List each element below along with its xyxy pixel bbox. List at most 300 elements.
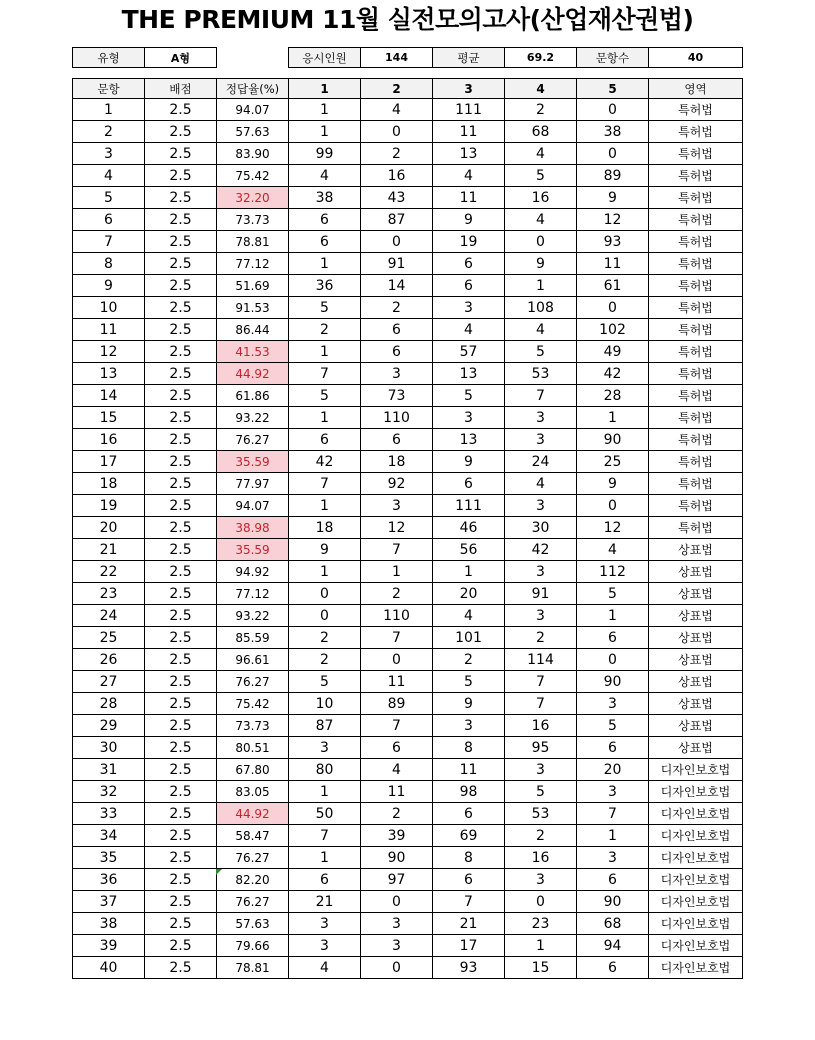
option-1-count-cell[interactable]: 1 [289,407,361,429]
area-cell[interactable]: 디자인보호법 [649,869,743,891]
option-5-count-cell[interactable]: 28 [577,385,649,407]
option-2-count-cell[interactable]: 11 [361,781,433,803]
score-cell[interactable]: 2.5 [145,869,217,891]
option-4-count-cell[interactable]: 3 [505,759,577,781]
area-cell[interactable]: 디자인보호법 [649,759,743,781]
option-2-count-cell[interactable]: 73 [361,385,433,407]
option-1-count-cell[interactable]: 1 [289,847,361,869]
option-4-count-cell[interactable]: 16 [505,847,577,869]
option-5-count-cell[interactable]: 5 [577,583,649,605]
option-4-count-cell[interactable]: 4 [505,319,577,341]
area-cell[interactable]: 특허법 [649,165,743,187]
area-cell[interactable]: 특허법 [649,319,743,341]
correct-rate-cell[interactable]: 77.12 [217,583,289,605]
area-cell[interactable]: 디자인보호법 [649,935,743,957]
option-4-count-cell[interactable]: 15 [505,957,577,979]
option-2-count-cell[interactable]: 0 [361,231,433,253]
question-number-cell[interactable]: 16 [73,429,145,451]
area-cell[interactable]: 디자인보호법 [649,891,743,913]
score-cell[interactable]: 2.5 [145,429,217,451]
correct-rate-cell[interactable]: 79.66 [217,935,289,957]
option-2-count-cell[interactable]: 0 [361,891,433,913]
header-area[interactable]: 영역 [649,79,743,99]
option-2-count-cell[interactable]: 89 [361,693,433,715]
area-cell[interactable]: 상표법 [649,539,743,561]
option-5-count-cell[interactable]: 3 [577,781,649,803]
area-cell[interactable]: 상표법 [649,649,743,671]
option-1-count-cell[interactable]: 2 [289,319,361,341]
option-2-count-cell[interactable]: 90 [361,847,433,869]
option-5-count-cell[interactable]: 7 [577,803,649,825]
option-5-count-cell[interactable]: 12 [577,209,649,231]
option-2-count-cell[interactable]: 11 [361,671,433,693]
option-2-count-cell[interactable]: 6 [361,319,433,341]
question-number-cell[interactable]: 30 [73,737,145,759]
option-3-count-cell[interactable]: 93 [433,957,505,979]
option-1-count-cell[interactable]: 1 [289,781,361,803]
correct-rate-cell[interactable]: 93.22 [217,407,289,429]
option-5-count-cell[interactable]: 1 [577,605,649,627]
option-3-count-cell[interactable]: 6 [433,803,505,825]
option-3-count-cell[interactable]: 6 [433,253,505,275]
correct-rate-cell[interactable]: 82.20 [217,869,289,891]
question-number-cell[interactable]: 8 [73,253,145,275]
question-number-cell[interactable]: 4 [73,165,145,187]
correct-rate-cell[interactable]: 76.27 [217,671,289,693]
option-1-count-cell[interactable]: 80 [289,759,361,781]
option-2-count-cell[interactable]: 110 [361,605,433,627]
score-cell[interactable]: 2.5 [145,649,217,671]
score-cell[interactable]: 2.5 [145,825,217,847]
option-3-count-cell[interactable]: 56 [433,539,505,561]
option-3-count-cell[interactable]: 3 [433,715,505,737]
option-1-count-cell[interactable]: 50 [289,803,361,825]
correct-rate-cell[interactable]: 75.42 [217,693,289,715]
area-cell[interactable]: 특허법 [649,253,743,275]
option-5-count-cell[interactable]: 6 [577,957,649,979]
option-2-count-cell[interactable]: 1 [361,561,433,583]
question-number-cell[interactable]: 12 [73,341,145,363]
question-number-cell[interactable]: 34 [73,825,145,847]
option-1-count-cell[interactable]: 18 [289,517,361,539]
option-3-count-cell[interactable]: 98 [433,781,505,803]
score-cell[interactable]: 2.5 [145,165,217,187]
option-4-count-cell[interactable]: 7 [505,671,577,693]
option-4-count-cell[interactable]: 3 [505,407,577,429]
header-option-2[interactable]: 2 [361,79,433,99]
score-cell[interactable]: 2.5 [145,363,217,385]
score-cell[interactable]: 2.5 [145,627,217,649]
option-5-count-cell[interactable]: 112 [577,561,649,583]
option-2-count-cell[interactable]: 7 [361,539,433,561]
area-cell[interactable]: 특허법 [649,517,743,539]
option-2-count-cell[interactable]: 2 [361,583,433,605]
option-3-count-cell[interactable]: 6 [433,473,505,495]
option-3-count-cell[interactable]: 1 [433,561,505,583]
option-4-count-cell[interactable]: 3 [505,495,577,517]
question-number-cell[interactable]: 6 [73,209,145,231]
option-5-count-cell[interactable]: 90 [577,429,649,451]
average-value[interactable]: 69.2 [505,48,577,68]
option-5-count-cell[interactable]: 3 [577,847,649,869]
correct-rate-cell[interactable]: 77.97 [217,473,289,495]
header-correct-rate[interactable]: 정답율(%) [217,79,289,99]
score-cell[interactable]: 2.5 [145,583,217,605]
question-number-cell[interactable]: 37 [73,891,145,913]
correct-rate-cell[interactable]: 76.27 [217,891,289,913]
area-cell[interactable]: 특허법 [649,407,743,429]
question-number-cell[interactable]: 22 [73,561,145,583]
option-4-count-cell[interactable]: 5 [505,781,577,803]
option-1-count-cell[interactable]: 1 [289,495,361,517]
correct-rate-cell[interactable]: 76.27 [217,429,289,451]
score-cell[interactable]: 2.5 [145,187,217,209]
score-cell[interactable]: 2.5 [145,209,217,231]
option-5-count-cell[interactable]: 3 [577,693,649,715]
option-2-count-cell[interactable]: 18 [361,451,433,473]
score-cell[interactable]: 2.5 [145,275,217,297]
option-4-count-cell[interactable]: 7 [505,693,577,715]
examinees-label[interactable]: 응시인원 [289,48,361,68]
option-1-count-cell[interactable]: 0 [289,605,361,627]
option-2-count-cell[interactable]: 4 [361,759,433,781]
option-1-count-cell[interactable]: 21 [289,891,361,913]
option-1-count-cell[interactable]: 3 [289,935,361,957]
option-3-count-cell[interactable]: 101 [433,627,505,649]
option-3-count-cell[interactable]: 6 [433,275,505,297]
area-cell[interactable]: 특허법 [649,451,743,473]
correct-rate-cell[interactable]: 41.53 [217,341,289,363]
option-4-count-cell[interactable]: 114 [505,649,577,671]
option-1-count-cell[interactable]: 1 [289,99,361,121]
option-1-count-cell[interactable]: 9 [289,539,361,561]
option-3-count-cell[interactable]: 13 [433,363,505,385]
question-number-cell[interactable]: 15 [73,407,145,429]
option-3-count-cell[interactable]: 17 [433,935,505,957]
option-2-count-cell[interactable]: 2 [361,803,433,825]
correct-rate-cell[interactable]: 35.59 [217,539,289,561]
area-cell[interactable]: 디자인보호법 [649,847,743,869]
correct-rate-cell[interactable]: 75.42 [217,165,289,187]
header-option-5[interactable]: 5 [577,79,649,99]
option-5-count-cell[interactable]: 38 [577,121,649,143]
score-cell[interactable]: 2.5 [145,297,217,319]
type-label[interactable]: 유형 [73,48,145,68]
option-2-count-cell[interactable]: 0 [361,649,433,671]
question-number-cell[interactable]: 18 [73,473,145,495]
option-5-count-cell[interactable]: 102 [577,319,649,341]
option-5-count-cell[interactable]: 0 [577,143,649,165]
type-value[interactable]: A형 [145,48,217,68]
question-number-cell[interactable]: 35 [73,847,145,869]
question-number-cell[interactable]: 13 [73,363,145,385]
option-3-count-cell[interactable]: 46 [433,517,505,539]
option-3-count-cell[interactable]: 11 [433,187,505,209]
option-4-count-cell[interactable]: 2 [505,99,577,121]
option-5-count-cell[interactable]: 6 [577,737,649,759]
question-number-cell[interactable]: 23 [73,583,145,605]
option-3-count-cell[interactable]: 7 [433,891,505,913]
correct-rate-cell[interactable]: 86.44 [217,319,289,341]
option-1-count-cell[interactable]: 99 [289,143,361,165]
correct-rate-cell[interactable]: 76.27 [217,847,289,869]
option-1-count-cell[interactable]: 3 [289,913,361,935]
correct-rate-cell[interactable]: 85.59 [217,627,289,649]
option-5-count-cell[interactable]: 9 [577,473,649,495]
option-1-count-cell[interactable]: 1 [289,341,361,363]
option-2-count-cell[interactable]: 6 [361,737,433,759]
option-4-count-cell[interactable]: 3 [505,429,577,451]
option-1-count-cell[interactable]: 1 [289,253,361,275]
option-5-count-cell[interactable]: 94 [577,935,649,957]
question-number-cell[interactable]: 32 [73,781,145,803]
option-4-count-cell[interactable]: 68 [505,121,577,143]
question-number-cell[interactable]: 31 [73,759,145,781]
question-number-cell[interactable]: 20 [73,517,145,539]
area-cell[interactable]: 상표법 [649,605,743,627]
score-cell[interactable]: 2.5 [145,737,217,759]
option-5-count-cell[interactable]: 9 [577,187,649,209]
option-2-count-cell[interactable]: 2 [361,143,433,165]
option-2-count-cell[interactable]: 2 [361,297,433,319]
option-1-count-cell[interactable]: 1 [289,561,361,583]
option-2-count-cell[interactable]: 97 [361,869,433,891]
option-3-count-cell[interactable]: 8 [433,737,505,759]
score-cell[interactable]: 2.5 [145,693,217,715]
option-2-count-cell[interactable]: 6 [361,429,433,451]
score-cell[interactable]: 2.5 [145,451,217,473]
option-1-count-cell[interactable]: 4 [289,957,361,979]
option-5-count-cell[interactable]: 5 [577,715,649,737]
area-cell[interactable]: 상표법 [649,737,743,759]
correct-rate-cell[interactable]: 77.12 [217,253,289,275]
correct-rate-cell[interactable]: 73.73 [217,715,289,737]
question-number-cell[interactable]: 7 [73,231,145,253]
option-3-count-cell[interactable]: 5 [433,671,505,693]
option-2-count-cell[interactable]: 3 [361,495,433,517]
option-4-count-cell[interactable]: 30 [505,517,577,539]
correct-rate-cell[interactable]: 57.63 [217,121,289,143]
area-cell[interactable]: 특허법 [649,275,743,297]
question-number-cell[interactable]: 40 [73,957,145,979]
option-4-count-cell[interactable]: 95 [505,737,577,759]
option-4-count-cell[interactable]: 1 [505,935,577,957]
option-2-count-cell[interactable]: 6 [361,341,433,363]
area-cell[interactable]: 특허법 [649,429,743,451]
option-1-count-cell[interactable]: 38 [289,187,361,209]
option-2-count-cell[interactable]: 39 [361,825,433,847]
examinees-value[interactable]: 144 [361,48,433,68]
option-4-count-cell[interactable]: 1 [505,275,577,297]
option-3-count-cell[interactable]: 11 [433,759,505,781]
header-option-1[interactable]: 1 [289,79,361,99]
option-5-count-cell[interactable]: 1 [577,407,649,429]
option-3-count-cell[interactable]: 11 [433,121,505,143]
option-2-count-cell[interactable]: 91 [361,253,433,275]
question-number-cell[interactable]: 36 [73,869,145,891]
option-3-count-cell[interactable]: 13 [433,143,505,165]
correct-rate-cell[interactable]: 94.07 [217,99,289,121]
score-cell[interactable]: 2.5 [145,517,217,539]
correct-rate-cell[interactable]: 44.92 [217,363,289,385]
option-3-count-cell[interactable]: 3 [433,407,505,429]
option-4-count-cell[interactable]: 53 [505,803,577,825]
correct-rate-cell[interactable]: 83.05 [217,781,289,803]
area-cell[interactable]: 상표법 [649,627,743,649]
question-number-cell[interactable]: 25 [73,627,145,649]
area-cell[interactable]: 특허법 [649,187,743,209]
option-1-count-cell[interactable]: 2 [289,627,361,649]
option-1-count-cell[interactable]: 42 [289,451,361,473]
option-1-count-cell[interactable]: 2 [289,649,361,671]
option-5-count-cell[interactable]: 0 [577,649,649,671]
option-5-count-cell[interactable]: 12 [577,517,649,539]
area-cell[interactable]: 특허법 [649,121,743,143]
score-cell[interactable]: 2.5 [145,759,217,781]
area-cell[interactable]: 디자인보호법 [649,825,743,847]
option-4-count-cell[interactable]: 0 [505,231,577,253]
option-3-count-cell[interactable]: 4 [433,319,505,341]
option-4-count-cell[interactable]: 2 [505,627,577,649]
option-1-count-cell[interactable]: 5 [289,671,361,693]
option-2-count-cell[interactable]: 43 [361,187,433,209]
correct-rate-cell[interactable]: 73.73 [217,209,289,231]
option-2-count-cell[interactable]: 12 [361,517,433,539]
option-1-count-cell[interactable]: 10 [289,693,361,715]
option-5-count-cell[interactable]: 61 [577,275,649,297]
score-cell[interactable]: 2.5 [145,715,217,737]
option-5-count-cell[interactable]: 49 [577,341,649,363]
option-5-count-cell[interactable]: 1 [577,825,649,847]
option-4-count-cell[interactable]: 24 [505,451,577,473]
option-1-count-cell[interactable]: 3 [289,737,361,759]
score-cell[interactable]: 2.5 [145,319,217,341]
header-score[interactable]: 배점 [145,79,217,99]
area-cell[interactable]: 특허법 [649,231,743,253]
option-5-count-cell[interactable]: 89 [577,165,649,187]
score-cell[interactable]: 2.5 [145,407,217,429]
score-cell[interactable]: 2.5 [145,253,217,275]
option-4-count-cell[interactable]: 5 [505,165,577,187]
option-3-count-cell[interactable]: 13 [433,429,505,451]
question-number-cell[interactable]: 2 [73,121,145,143]
question-number-cell[interactable]: 17 [73,451,145,473]
option-5-count-cell[interactable]: 0 [577,297,649,319]
score-cell[interactable]: 2.5 [145,143,217,165]
option-1-count-cell[interactable]: 4 [289,165,361,187]
option-5-count-cell[interactable]: 0 [577,495,649,517]
area-cell[interactable]: 특허법 [649,385,743,407]
option-3-count-cell[interactable]: 4 [433,165,505,187]
correct-rate-cell[interactable]: 94.07 [217,495,289,517]
question-number-cell[interactable]: 27 [73,671,145,693]
correct-rate-cell[interactable]: 80.51 [217,737,289,759]
option-3-count-cell[interactable]: 2 [433,649,505,671]
correct-rate-cell[interactable]: 78.81 [217,231,289,253]
area-cell[interactable]: 특허법 [649,143,743,165]
question-number-cell[interactable]: 29 [73,715,145,737]
option-4-count-cell[interactable]: 4 [505,143,577,165]
area-cell[interactable]: 상표법 [649,671,743,693]
option-3-count-cell[interactable]: 6 [433,869,505,891]
option-1-count-cell[interactable]: 36 [289,275,361,297]
correct-rate-cell[interactable]: 61.86 [217,385,289,407]
question-number-cell[interactable]: 5 [73,187,145,209]
option-4-count-cell[interactable]: 91 [505,583,577,605]
score-cell[interactable]: 2.5 [145,891,217,913]
option-4-count-cell[interactable]: 16 [505,715,577,737]
option-3-count-cell[interactable]: 9 [433,451,505,473]
question-number-cell[interactable]: 14 [73,385,145,407]
score-cell[interactable]: 2.5 [145,605,217,627]
header-question[interactable]: 문항 [73,79,145,99]
option-3-count-cell[interactable]: 20 [433,583,505,605]
option-1-count-cell[interactable]: 5 [289,297,361,319]
correct-rate-cell[interactable]: 57.63 [217,913,289,935]
option-5-count-cell[interactable]: 68 [577,913,649,935]
option-4-count-cell[interactable]: 4 [505,473,577,495]
score-cell[interactable]: 2.5 [145,231,217,253]
correct-rate-cell[interactable]: 96.61 [217,649,289,671]
correct-rate-cell[interactable]: 58.47 [217,825,289,847]
score-cell[interactable]: 2.5 [145,913,217,935]
area-cell[interactable]: 특허법 [649,341,743,363]
option-2-count-cell[interactable]: 14 [361,275,433,297]
area-cell[interactable]: 상표법 [649,561,743,583]
question-number-cell[interactable]: 9 [73,275,145,297]
area-cell[interactable]: 특허법 [649,99,743,121]
header-option-3[interactable]: 3 [433,79,505,99]
option-4-count-cell[interactable]: 3 [505,869,577,891]
option-3-count-cell[interactable]: 111 [433,99,505,121]
option-4-count-cell[interactable]: 42 [505,539,577,561]
option-5-count-cell[interactable]: 11 [577,253,649,275]
option-4-count-cell[interactable]: 9 [505,253,577,275]
question-number-cell[interactable]: 1 [73,99,145,121]
score-cell[interactable]: 2.5 [145,341,217,363]
option-1-count-cell[interactable]: 6 [289,231,361,253]
option-3-count-cell[interactable]: 9 [433,209,505,231]
score-cell[interactable]: 2.5 [145,385,217,407]
area-cell[interactable]: 디자인보호법 [649,781,743,803]
question-count-label[interactable]: 문항수 [577,48,649,68]
area-cell[interactable]: 상표법 [649,693,743,715]
correct-rate-cell[interactable]: 83.90 [217,143,289,165]
question-number-cell[interactable]: 19 [73,495,145,517]
area-cell[interactable]: 상표법 [649,715,743,737]
question-number-cell[interactable]: 3 [73,143,145,165]
option-4-count-cell[interactable]: 23 [505,913,577,935]
option-2-count-cell[interactable]: 92 [361,473,433,495]
header-option-4[interactable]: 4 [505,79,577,99]
area-cell[interactable]: 특허법 [649,363,743,385]
option-4-count-cell[interactable]: 7 [505,385,577,407]
option-4-count-cell[interactable]: 108 [505,297,577,319]
correct-rate-cell[interactable]: 32.20 [217,187,289,209]
correct-rate-cell[interactable]: 38.98 [217,517,289,539]
option-1-count-cell[interactable]: 7 [289,473,361,495]
score-cell[interactable]: 2.5 [145,781,217,803]
correct-rate-cell[interactable]: 67.80 [217,759,289,781]
option-1-count-cell[interactable]: 5 [289,385,361,407]
option-3-count-cell[interactable]: 57 [433,341,505,363]
correct-rate-cell[interactable]: 44.92 [217,803,289,825]
option-5-count-cell[interactable]: 25 [577,451,649,473]
area-cell[interactable]: 디자인보호법 [649,803,743,825]
option-2-count-cell[interactable]: 4 [361,99,433,121]
question-number-cell[interactable]: 39 [73,935,145,957]
correct-rate-cell[interactable]: 94.92 [217,561,289,583]
